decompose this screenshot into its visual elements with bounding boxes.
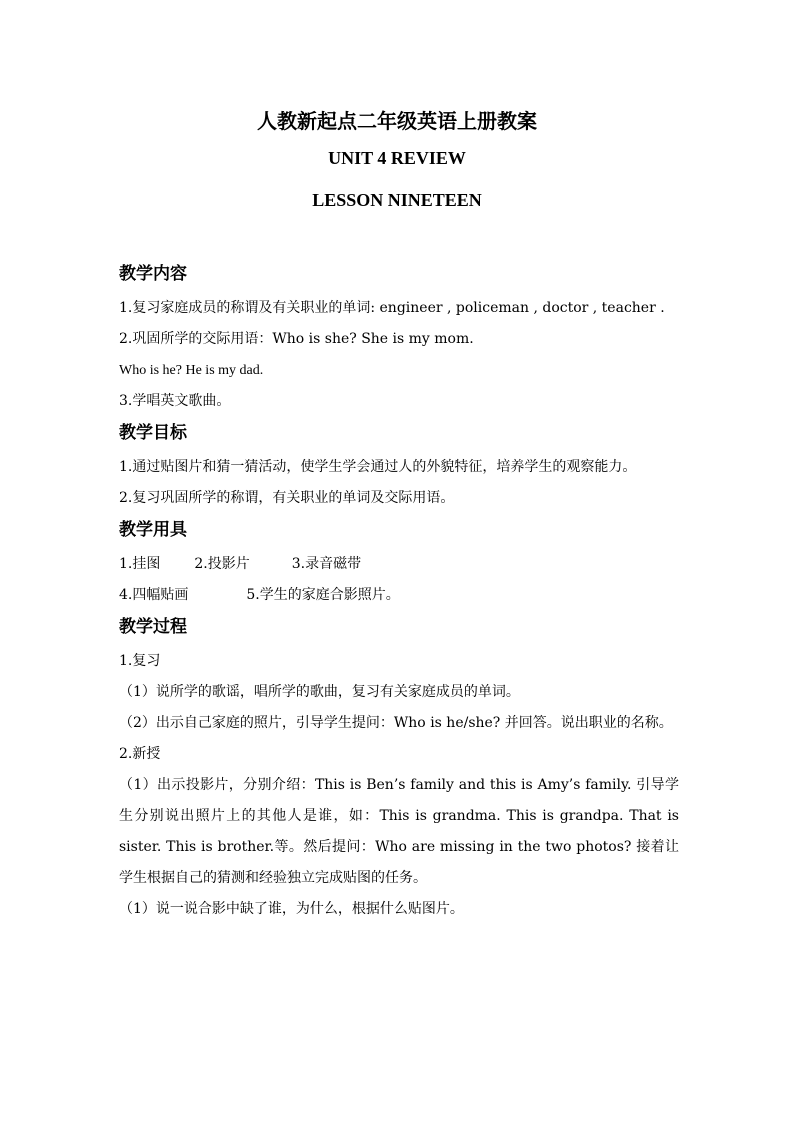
content-item-3: 3.学唱英文歌曲。	[119, 393, 231, 409]
unit-title: UNIT 4 REVIEW	[328, 148, 466, 168]
content-item-2: 2.巩固所学的交际用语：Who is she? She is my mom.	[119, 331, 474, 347]
process-step-1: 1.复习	[119, 653, 161, 669]
process-step-2a: （1）出示投影片，分别介绍：This is Ben’s family and this is Amy’s family. 引导学生分别说出照片上的其他人是谁，如：This is grandma. This is grandpa. That is sister. This is brother.等。然后提问：Who are missing in the two photos? 接着让学生根据自己的猜测和经验独立完成贴图的任务。	[119, 777, 679, 886]
tools-row-2	[119, 580, 679, 611]
content-item-2b: Who is he? He is my dad.	[119, 363, 264, 378]
section-heading-process: 教学过程	[119, 617, 187, 637]
tools-row-1	[119, 549, 679, 580]
tools-item-4: 4.四幅贴画	[119, 587, 189, 603]
goals-item-2: 2.复习巩固所学的称谓，有关职业的单词及交际用语。	[119, 490, 455, 506]
process-step-2b: （1）说一说合影中缺了谁，为什么，根据什么贴图片。	[119, 901, 464, 917]
section-heading-content: 教学内容	[119, 264, 187, 284]
section-heading-goals: 教学目标	[119, 423, 187, 443]
tools-item-3: 3.录音磁带	[291, 556, 362, 572]
process-step-1a: （1）说所学的歌谣，唱所学的歌曲，复习有关家庭成员的单词。	[119, 684, 520, 700]
goals-item-1: 1.通过贴图片和猜一猜活动，使学生学会通过人的外貌特征，培养学生的观察能力。	[119, 459, 637, 475]
process-step-1b: （2）出示自己家庭的照片，引导学生提问：Who is he/she? 并回答。说出职业的名称。	[119, 715, 673, 731]
tools-item-2: 2.投影片	[194, 556, 250, 572]
tools-item-1: 1.挂图	[119, 556, 161, 572]
document-title: 人教新起点二年级英语上册教案	[257, 109, 537, 133]
process-step-2: 2.新授	[119, 746, 161, 762]
content-item-1: 1.复习家庭成员的称谓及有关职业的单词: engineer , policeman , doctor , teacher .	[119, 300, 665, 316]
lesson-title: LESSON NINETEEN	[312, 190, 482, 210]
section-heading-tools: 教学用具	[119, 520, 187, 540]
tools-item-5: 5.学生的家庭合影照片。	[246, 587, 400, 603]
document-body	[119, 258, 679, 925]
